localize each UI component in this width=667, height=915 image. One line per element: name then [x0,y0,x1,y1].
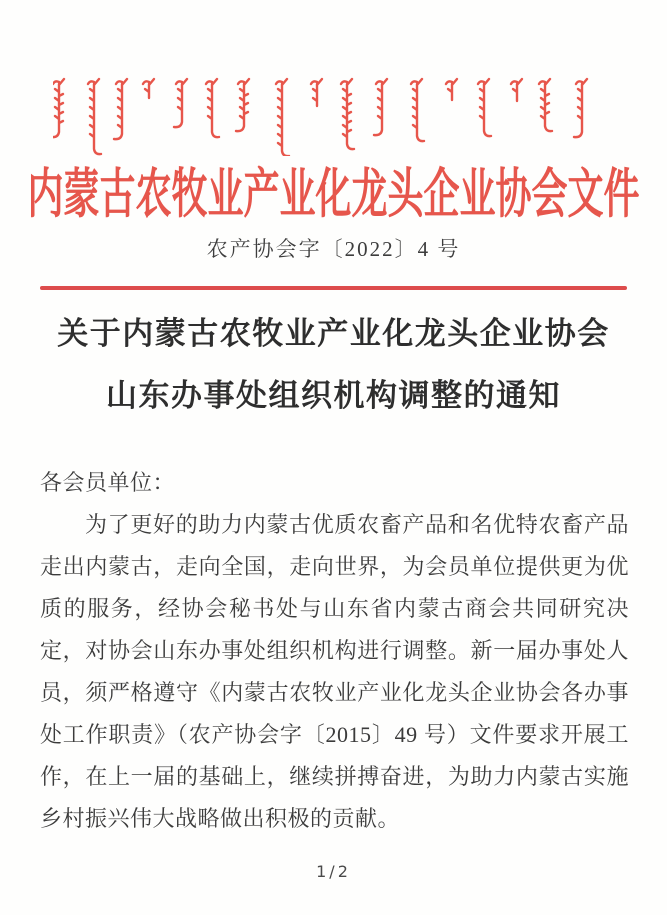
red-divider-rule [40,286,627,290]
org-title-red-header: 内蒙古农牧业产业化龙头企业协会文件 [27,164,640,225]
document-title-line2: 山东办事处组织机构调整的通知 [106,378,561,413]
salutation: 各会员单位： [40,470,176,495]
document-number: 农产协会字〔2022〕4 号 [206,237,461,261]
document-body [40,462,629,840]
document-title-line1: 关于内蒙古农牧业产业化龙头企业协会 [57,316,610,351]
body-paragraph: 为了更好的助力内蒙古优质农畜产品和名优特农畜产品走出内蒙古，走向全国，走向世界，为会员单位提供更为优质的服务，经协会秘书处与山东省内蒙古商会共同研究决定，对协会山东办事处组织机构进行调整。新一届办事处人员，须严格遵守《内蒙古农牧业产业化龙头企业协会各办事处工作职责》（农产协会字〔2015〕49 号）文件要求开展工作，在上一届的基础上，继续拼搏奋进，为助力内蒙古实施乡村振兴伟大战略做出积极的贡献。 [40,512,629,831]
document-title [0,303,667,427]
page-number: 1/2 [316,862,351,881]
mongolian-script-banner-icon [53,76,615,156]
